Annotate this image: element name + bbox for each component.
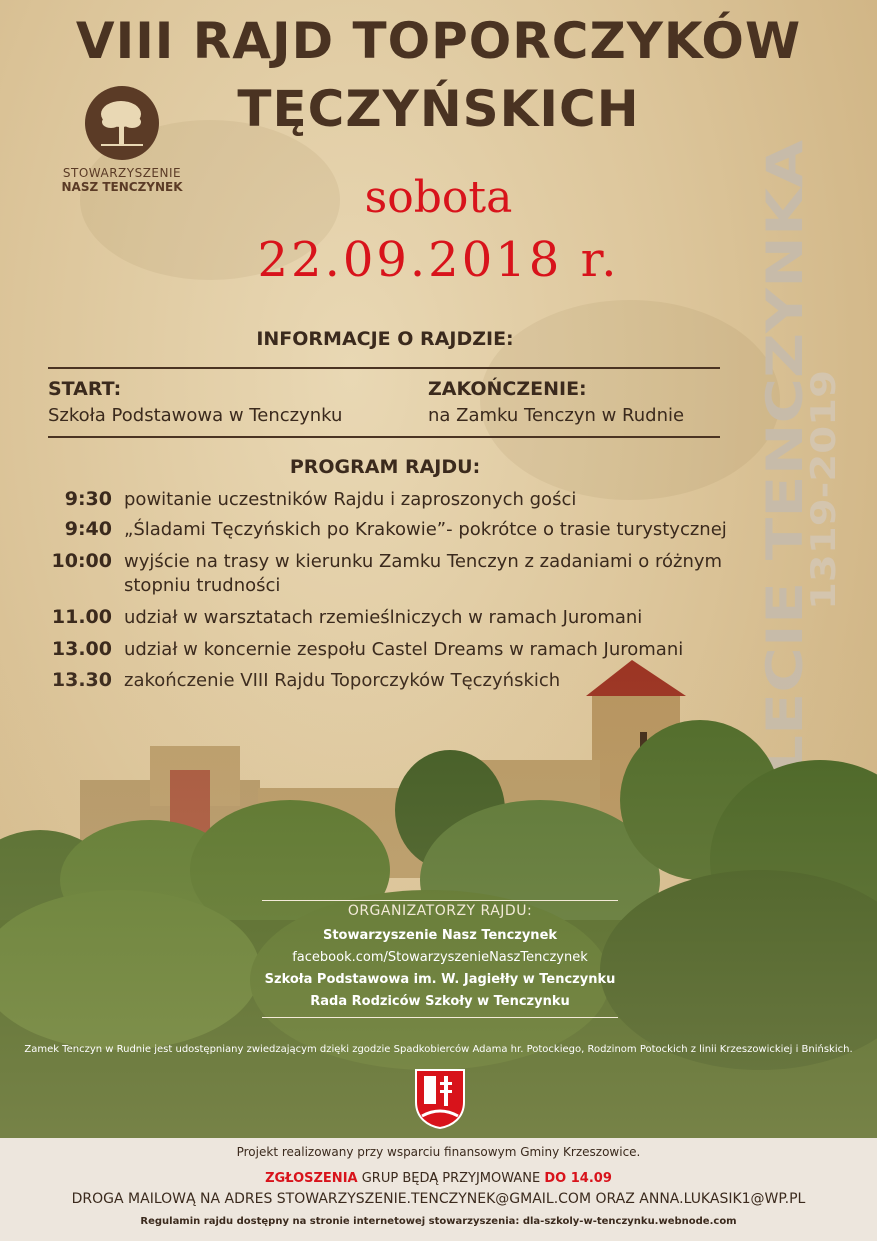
program-text: „Śladami Tęczyńskich po Krakowie”- pokrótce o trasie turystycznej: [124, 519, 727, 540]
organizer-name: Szkoła Podstawowa im. W. Jagiełły w Tenczynku: [264, 972, 616, 987]
program-time: 9:40: [64, 518, 112, 540]
title-line-1: VIII RAJD TOPORCZYKÓW: [75, 12, 802, 70]
program-text: udział w warsztatach rzemieślniczych w ramach Juromani: [124, 607, 643, 628]
title-line-2: TĘCZYŃSKICH: [237, 80, 640, 138]
coat-of-arms-icon: [414, 1068, 466, 1130]
start-text: Szkoła Podstawowa w Tenczynku: [48, 405, 343, 426]
program-time: 9:30: [64, 488, 112, 510]
program-text: wyjście na trasy w kierunku Zamku Tenczyn z zadaniami o różnym stopniu trudności: [124, 551, 723, 596]
info-heading: INFORMACJE O RAJDZIE:: [256, 328, 514, 350]
divider: [262, 1017, 618, 1018]
tree-logo-icon: [85, 86, 159, 160]
divider: [48, 367, 720, 369]
program-time: 11.00: [51, 606, 112, 628]
end-label: ZAKOŃCZENIE:: [428, 378, 587, 400]
program-time: 10:00: [51, 550, 112, 572]
anniversary-years: 1319-2019: [804, 406, 844, 610]
organizers-heading: ORGANIZATORZY RAJDU:: [347, 903, 533, 919]
registration-highlight: ZGŁOSZENIA: [265, 1171, 358, 1186]
end-text: na Zamku Tenczyn w Rudnie: [428, 405, 685, 426]
registration-middle: GRUP BĘDĄ PRZYJMOWANE: [357, 1171, 545, 1186]
registration-line: [0, 1171, 877, 1186]
organizer-facebook: facebook.com/StowarzyszenieNaszTenczynek: [292, 950, 588, 965]
organizers: [260, 900, 620, 1018]
support-text: Projekt realizowany przy wsparciu finansowym Gminy Krzeszowice.: [236, 1145, 641, 1159]
organizer-name: Rada Rodziców Szkoły w Tenczynku: [310, 994, 570, 1009]
event-date: 22.09.2018 r.: [257, 232, 620, 288]
castle-illustration: [0, 640, 877, 1140]
divider: [262, 900, 618, 901]
start-label: START:: [48, 378, 122, 400]
rules-line: Regulamin rajdu dostępny na stronie internetowej stowarzyszenia: dla-szkoly-w-tenczynku.webnode.com: [140, 1216, 737, 1227]
email-line: DROGA MAILOWĄ NA ADRES STOWARZYSZENIE.TENCZYNEK@GMAIL.COM ORAZ ANNA.LUKASIK1@WP.PL: [71, 1191, 806, 1207]
program-heading: PROGRAM RAJDU:: [289, 456, 481, 478]
logo-text-line-1: STOWARZYSZENIE: [62, 166, 182, 180]
castle-note: Zamek Tenczyn w Rudnie jest udostępniany zwiedzającym dzięki zgodzie Spadkobierców Adama hr. Potockiego, Rodzinom Potockich z linii Krzeszowickiej i Bnińskich.: [24, 1044, 853, 1055]
program-text: powitanie uczestników Rajdu i zaproszonych gości: [124, 489, 577, 510]
logo-text-line-2: NASZ TENCZYNEK: [61, 180, 183, 194]
event-day: sobota: [364, 172, 513, 223]
organizer-name: Stowarzyszenie Nasz Tenczynek: [322, 928, 558, 943]
footer: [0, 1138, 877, 1241]
registration-deadline: DO 14.09: [544, 1171, 612, 1186]
divider: [48, 436, 720, 438]
